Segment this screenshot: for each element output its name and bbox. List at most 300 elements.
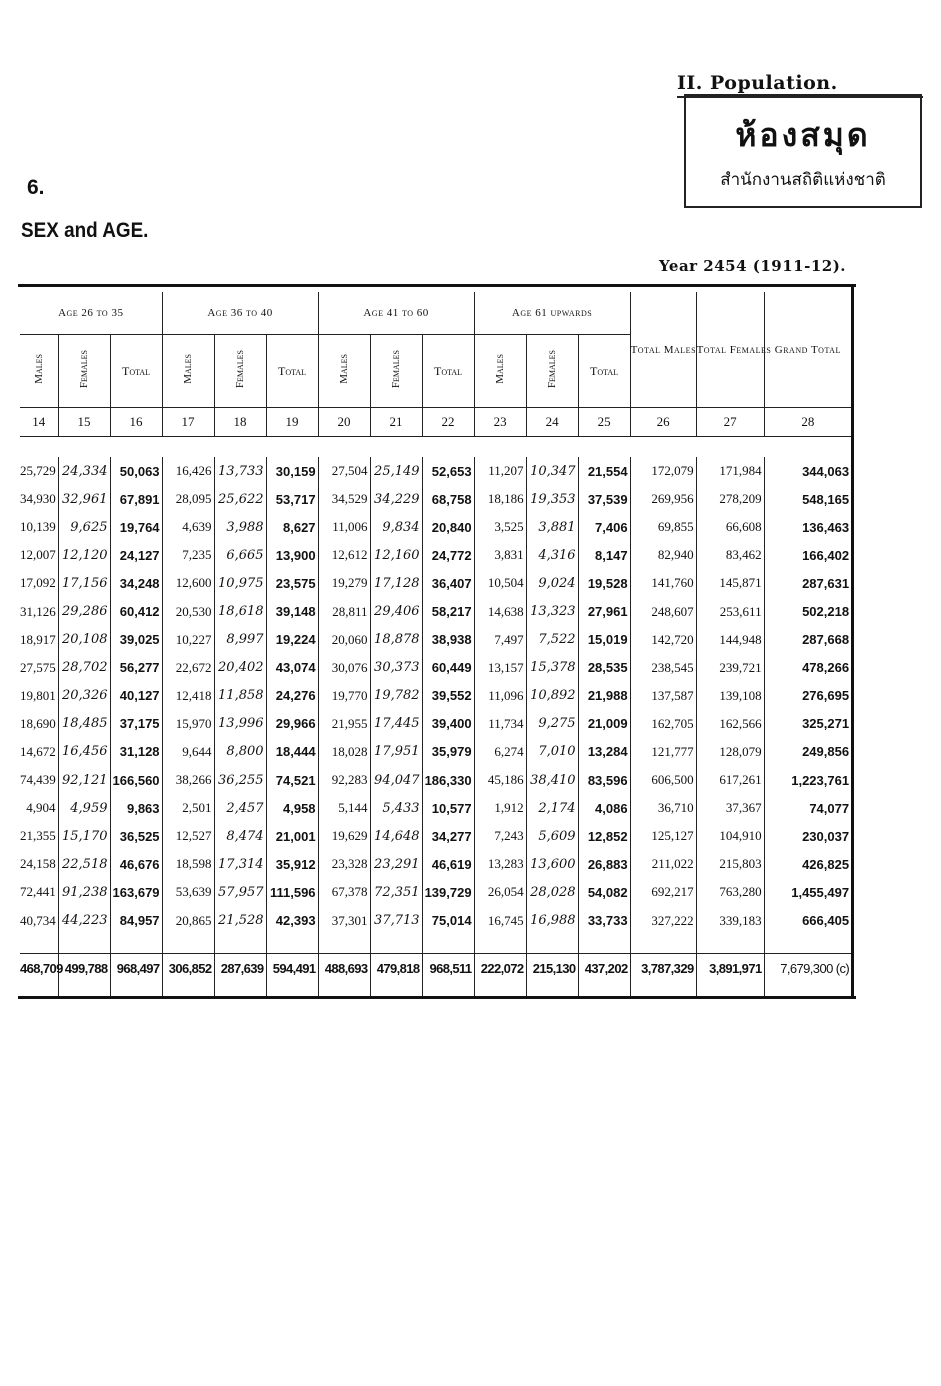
table-cell: 7,010 [526,738,578,766]
table-cell: 28,535 [578,654,630,682]
subheader-females-g3 [370,335,422,408]
table-cell: 7,235 [162,541,214,569]
population-table [20,292,851,996]
table-cell: 211,022 [630,850,696,878]
table-cell: 19,801 [20,687,56,703]
table-cell: 327,222 [630,907,696,935]
table-cell: 12,160 [370,541,422,569]
table-cell: 7,497 [474,626,526,654]
total-cell: 968,497 [110,953,162,984]
table-cell: 4,958 [266,794,318,822]
subheader-females-g1 [58,335,110,408]
table-cell: 10,227 [162,626,214,654]
table-cell: 12,600 [162,569,214,597]
table-cell: 104,910 [696,822,764,850]
total-cell: 3,891,971 [696,953,764,984]
table-cell: 38,938 [422,626,474,654]
table-cell: 9,024 [526,569,578,597]
gap-cell [630,935,696,954]
table-cell: 11,858 [214,682,266,710]
table-cell: 83,462 [696,541,764,569]
subheader-total-g3: Total [422,335,474,408]
end-cell [266,984,318,996]
table-cell: 54,082 [578,878,630,906]
table-cell: 6,274 [474,738,526,766]
table-cell: 3,881 [526,513,578,541]
subheader-males-label: Males [32,354,45,384]
table-cell: 121,777 [630,738,696,766]
table-cell: 19,279 [318,569,370,597]
table-cell: 8,627 [266,513,318,541]
table-cell: 72,351 [370,878,422,906]
table-cell: 128,079 [696,738,764,766]
column-number: 26 [630,408,696,437]
table-cell: 13,284 [578,738,630,766]
table-cell: 42,393 [266,907,318,935]
subheader-females-g4 [526,335,578,408]
column-number: 16 [110,408,162,437]
table-cell: 25,149 [370,457,422,485]
subheader-total-g1: Total [110,335,162,408]
table-cell: 18,618 [214,597,266,625]
table-cell: 139,729 [422,878,474,906]
grand-total-header: Grand Total [764,292,851,408]
table-row [20,710,851,738]
table-cell: 69,855 [630,513,696,541]
table-cell: 4,086 [578,794,630,822]
table-cell: 10,577 [422,794,474,822]
table-cell: 53,639 [162,878,214,906]
group-age-41-60: Age 41 to 60 [318,292,474,335]
gap-cell [764,935,851,954]
table-cell: 21,528 [214,907,266,935]
table-row [20,457,851,485]
table-cell: 82,940 [630,541,696,569]
table-cell: 3,525 [474,513,526,541]
table-cell: 10,504 [474,569,526,597]
table-cell: 19,353 [526,485,578,513]
table-cell: 692,217 [630,878,696,906]
table-cell: 16,988 [526,907,578,935]
table-cell: 91,238 [58,878,110,906]
table-cell: 9,644 [162,738,214,766]
end-cell [474,984,526,996]
library-stamp [684,94,922,208]
table-cell: 14,648 [370,822,422,850]
gap-cell [318,935,370,954]
table-row [20,822,851,850]
table-cell: 13,323 [526,597,578,625]
table-cell: 39,400 [422,710,474,738]
end-cell [58,984,110,996]
total-cell: 222,072 [474,953,526,984]
end-cell [764,984,851,996]
table-cell: 56,277 [110,654,162,682]
table-cell: 6,665 [214,541,266,569]
table-cell: 2,457 [214,794,266,822]
table-cell: 20,402 [214,654,266,682]
table-cell: 18,690 [20,715,56,731]
table-cell: 12,852 [578,822,630,850]
table-cell: 50,063 [110,457,162,485]
gap-cell [110,935,162,954]
column-number: 17 [162,408,214,437]
table-cell: 4,316 [526,541,578,569]
table-cell: 478,266 [764,654,851,682]
table-cell: 13,996 [214,710,266,738]
table-cell: 11,006 [318,513,370,541]
column-number: 23 [474,408,526,437]
table-cell: 18,444 [266,738,318,766]
table-cell: 25,622 [214,485,266,513]
gap-cell [214,935,266,954]
gap-cell [578,935,630,954]
table-cell: 287,631 [764,569,851,597]
table-cell: 13,600 [526,850,578,878]
table-cell: 142,720 [630,626,696,654]
year-label: Year 2454 (1911-12). [659,257,847,275]
end-cell [162,984,214,996]
gap-cell [266,935,318,954]
table-cell: 215,803 [696,850,764,878]
table-cell: 21,355 [20,828,56,844]
table-number: 6. [27,176,45,199]
table-cell: 18,186 [474,485,526,513]
table-cell: 18,878 [370,626,422,654]
table-cell: 20,060 [318,626,370,654]
table-cell: 14,672 [20,743,56,759]
group-header-row [20,292,851,335]
stamp-line-1: ห้องสมุด [735,116,871,154]
table-cell: 68,758 [422,485,474,513]
table-cell: 39,552 [422,682,474,710]
table-cell: 57,957 [214,878,266,906]
table-cell: 30,076 [318,654,370,682]
end-cell [370,984,422,996]
table-cell: 35,912 [266,850,318,878]
table-cell: 238,545 [630,654,696,682]
column-number: 24 [526,408,578,437]
subheader-total-g4: Total [578,335,630,408]
table-cell: 24,772 [422,541,474,569]
table-cell: 36,407 [422,569,474,597]
table-cell: 10,139 [20,519,56,535]
table-cell: 12,612 [318,541,370,569]
table-cell: 171,984 [696,457,764,485]
table-cell: 36,255 [214,766,266,794]
table-cell: 16,426 [162,457,214,485]
table-cell: 10,975 [214,569,266,597]
table-cell: 269,956 [630,485,696,513]
table-cell: 27,575 [20,659,56,675]
table-cell: 23,328 [318,850,370,878]
table-cell: 617,261 [696,766,764,794]
table-cell: 13,157 [474,654,526,682]
table-cell: 28,095 [162,485,214,513]
table-cell: 24,334 [58,457,110,485]
gap-cell [474,935,526,954]
table-cell: 34,229 [370,485,422,513]
table-cell: 44,223 [58,907,110,935]
end-cell [696,984,764,996]
table-cell: 4,959 [58,794,110,822]
table-row [20,597,851,625]
table-cell: 27,961 [578,597,630,625]
table-cell: 4,904 [26,800,56,816]
table-cell: 249,856 [764,738,851,766]
table-row [20,541,851,569]
column-number: 28 [764,408,851,437]
table-cell: 74,521 [266,766,318,794]
table-cell: 9,275 [526,710,578,738]
table-cell: 37,713 [370,907,422,935]
table-cell: 92,283 [318,766,370,794]
table-cell: 5,144 [318,794,370,822]
totals-row [20,953,851,984]
table-row [20,907,851,935]
table-cell: 5,609 [526,822,578,850]
table-cell: 29,966 [266,710,318,738]
table-cell: 37,539 [578,485,630,513]
table-row [20,878,851,906]
table-cell: 30,373 [370,654,422,682]
total-cell: 287,639 [214,953,266,984]
table-cell: 248,607 [630,597,696,625]
table-cell: 28,028 [526,878,578,906]
table-cell: 33,733 [578,907,630,935]
table-title: SEX and AGE. [21,219,149,242]
table-cell: 253,611 [696,597,764,625]
gap-row [20,935,851,954]
total-cell: 7,679,300 (c) [764,953,851,984]
gap-cell [370,935,422,954]
table-cell: 21,554 [578,457,630,485]
stamp-line-2: สำนักงานสถิติแห่งชาติ [720,170,886,190]
table-cell: 94,047 [370,766,422,794]
table-row [20,513,851,541]
table-cell: 72,441 [20,884,56,900]
table-cell: 12,527 [162,822,214,850]
table-row [20,766,851,794]
table-cell: 37,301 [318,907,370,935]
table-cell: 29,406 [370,597,422,625]
table-cell: 34,529 [318,485,370,513]
table-cell: 162,705 [630,710,696,738]
table-cell: 666,405 [764,907,851,935]
table-cell: 39,025 [110,626,162,654]
end-cell [20,984,58,996]
table-cell: 83,596 [578,766,630,794]
group-age-26-35: Age 26 to 35 [20,292,162,335]
table-cell: 74,077 [764,794,851,822]
subheader-total-g2: Total [266,335,318,408]
table-cell: 21,955 [318,710,370,738]
table-cell: 3,988 [214,513,266,541]
subheader-males-g2 [162,335,214,408]
table-cell: 3,831 [474,541,526,569]
table-cell: 606,500 [630,766,696,794]
table-cell: 13,733 [214,457,266,485]
total-cell: 215,130 [526,953,578,984]
gap-cell [58,935,110,954]
table-cell: 40,127 [110,682,162,710]
table-cell: 24,158 [20,856,56,872]
group-age-61-up: Age 61 upwards [474,292,630,335]
end-cell [526,984,578,996]
table-cell: 19,782 [370,682,422,710]
table-cell: 34,277 [422,822,474,850]
table-cell: 30,159 [266,457,318,485]
table-cell: 166,402 [764,541,851,569]
table-cell: 325,271 [764,710,851,738]
table-cell: 60,412 [110,597,162,625]
table-cell: 18,917 [20,631,56,647]
column-number: 22 [422,408,474,437]
table-cell: 21,988 [578,682,630,710]
table-row [20,738,851,766]
table-cell: 84,957 [110,907,162,935]
table-cell: 763,280 [696,878,764,906]
table-cell: 1,912 [474,794,526,822]
subheader-females-label: Females [546,349,559,389]
table-cell: 43,074 [266,654,318,682]
column-number: 25 [578,408,630,437]
table-cell: 19,629 [318,822,370,850]
table-cell: 74,439 [20,772,56,788]
table-row [20,485,851,513]
table-cell: 24,127 [110,541,162,569]
table-cell: 7,406 [578,513,630,541]
end-cell [578,984,630,996]
table-cell: 22,672 [162,654,214,682]
table-cell: 2,501 [162,794,214,822]
table-cell: 16,745 [474,907,526,935]
subheader-males-g4 [474,335,526,408]
table-cell: 38,266 [162,766,214,794]
column-number: 15 [58,408,110,437]
table-cell: 17,314 [214,850,266,878]
table-cell: 26,054 [474,878,526,906]
subheader-males-label: Males [182,354,195,384]
table-cell: 66,608 [696,513,764,541]
gap-cell [20,935,58,954]
table-cell: 230,037 [764,822,851,850]
subheader-males-label: Males [338,354,351,384]
table-cell: 19,770 [318,682,370,710]
table-cell: 23,575 [266,569,318,597]
table-cell: 17,156 [58,569,110,597]
table-cell: 4,639 [162,513,214,541]
end-cell [422,984,474,996]
table-cell: 8,997 [214,626,266,654]
subheader-males-g1 [20,335,58,408]
table-cell: 17,951 [370,738,422,766]
table-cell: 67,891 [110,485,162,513]
table-cell: 17,092 [20,575,56,591]
table-cell: 60,449 [422,654,474,682]
end-row [20,984,851,996]
gap-cell [696,935,764,954]
column-number: 14 [20,408,58,437]
table-cell: 125,127 [630,822,696,850]
top-rule [18,284,856,287]
table-cell: 8,474 [214,822,266,850]
table-cell: 20,108 [58,626,110,654]
end-cell [110,984,162,996]
total-cell: 3,787,329 [630,953,696,984]
table-cell: 26,883 [578,850,630,878]
table-cell: 145,871 [696,569,764,597]
table-cell: 29,286 [58,597,110,625]
subheader-males-label: Males [494,354,507,384]
table-cell: 27,504 [318,457,370,485]
table-cell: 18,028 [318,738,370,766]
table-row [20,682,851,710]
table-cell: 162,566 [696,710,764,738]
table-row [20,626,851,654]
table-cell: 32,961 [58,485,110,513]
table-cell: 137,587 [630,682,696,710]
table-cell: 1,223,761 [764,766,851,794]
end-cell [630,984,696,996]
table-cell: 9,625 [58,513,110,541]
table-cell: 13,283 [474,850,526,878]
gap-cell [162,935,214,954]
total-cell: 437,202 [578,953,630,984]
table-cell: 1,455,497 [764,878,851,906]
table-cell: 17,445 [370,710,422,738]
table-cell: 67,378 [318,878,370,906]
table-cell: 52,653 [422,457,474,485]
table-row [20,794,851,822]
spacer-row [20,437,851,458]
subheader-males-g3 [318,335,370,408]
end-cell [214,984,266,996]
total-males-header: Total Males [630,292,696,408]
table-cell: 92,121 [58,766,110,794]
table-cell: 339,183 [696,907,764,935]
table-cell: 10,892 [526,682,578,710]
column-number: 19 [266,408,318,437]
total-cell: 968,511 [422,953,474,984]
table-cell: 11,734 [474,710,526,738]
table-cell: 8,147 [578,541,630,569]
column-number: 27 [696,408,764,437]
table-cell: 58,217 [422,597,474,625]
table-cell: 287,668 [764,626,851,654]
table-cell: 40,734 [20,912,56,928]
table-cell: 20,530 [162,597,214,625]
table-cell: 9,834 [370,513,422,541]
table-cell: 23,291 [370,850,422,878]
table-cell: 136,463 [764,513,851,541]
table-cell: 11,096 [474,682,526,710]
table-cell: 163,679 [110,878,162,906]
table-cell: 15,019 [578,626,630,654]
table-cell: 38,410 [526,766,578,794]
table-cell: 21,001 [266,822,318,850]
table-row [20,569,851,597]
table-cell: 17,128 [370,569,422,597]
table-cell: 20,326 [58,682,110,710]
table-cell: 239,721 [696,654,764,682]
table-cell: 16,456 [58,738,110,766]
table-cell: 14,638 [474,597,526,625]
table-cell: 548,165 [764,485,851,513]
table-cell: 144,948 [696,626,764,654]
table-cell: 28,811 [318,597,370,625]
table-cell: 35,979 [422,738,474,766]
